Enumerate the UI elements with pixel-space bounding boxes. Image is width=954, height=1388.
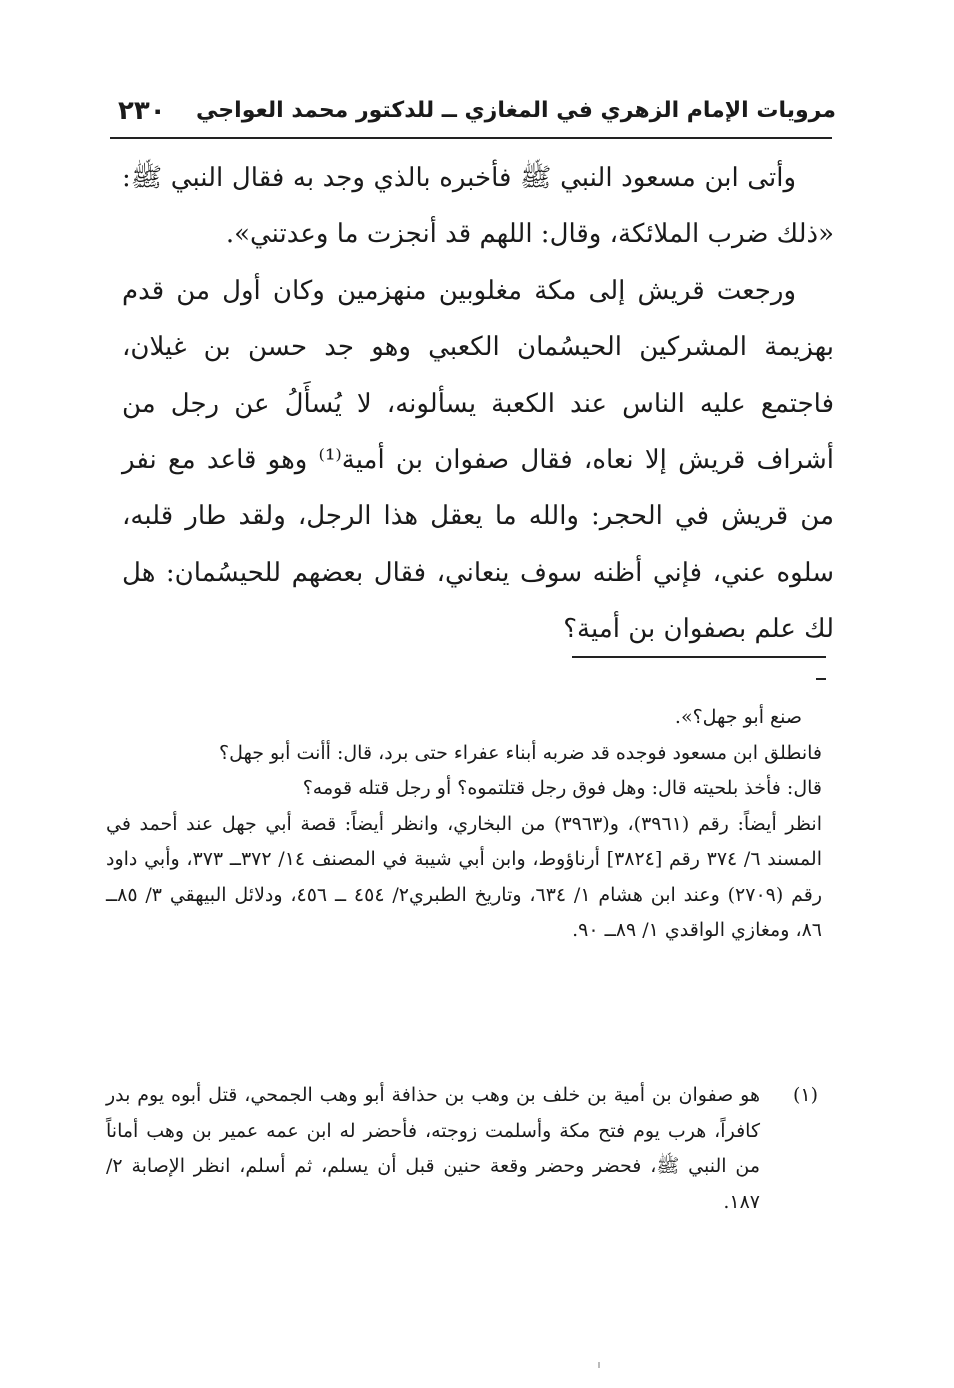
footnote-1 (106, 1078, 822, 1250)
footnote-continuation-line-1: صنع أبو جهل؟». (674, 706, 802, 728)
main-paragraph-2: ورجعت قريش إلى مكة مغلوبين منهزمين وكان أول من قدم بهزيمة المشركين الحيسُمان الكعبي وهو جد حسن بن غيلان، فاجتمع عليه الناس عند الكعبة يسألونه، لا يُسأَلُ عن رجل من أشراف قريش إلا نعاه، فقال صفوان بن أمية⁽¹⁾ وهو قاعد مع نفر من قريش في الحجر: والله ما يعقل هذا الرجل، ولقد طار قلبه، سلوه عني، فإني أظنه سوف ينعاني، فقال بعضهم للحيسُمان: هل لك علم بصفوان بن أمية؟ (122, 275, 835, 645)
footnote-separator (572, 656, 826, 658)
footnote-1-text: هو صفوان بن أمية بن خلف بن وهب بن حذافة أبو وهب الجمحي، قتل أبوه يوم بدر كافراً، هرب يوم فتح مكة وأسلمت زوجته، فأحضر له ابن عمه عمير بن وهب أماناً من النبي ﷺ، فحضر وحضر وقعة حنين قبل أن يسلم، ثم أسلم، انظر الإصابة ٢/ ١٨٧. (106, 1084, 760, 1213)
footnote-1-body (106, 1078, 760, 1220)
footnote-continuation-line-3: قال: فأخذ بلحيته قال: وهل فوق رجل قتلتموه؟ أو رجل قتله قومه؟ (302, 777, 822, 799)
footnote-references: انظر أيضاً: رقم (٣٩٦١)، و(٣٩٦٣) من البخاري، وانظر أيضاً: قصة أبي جهل عند أحمد في المسند ٦/ ٣٧٤ رقم [٣٨٢٤] أرناؤوط، وابن أبي شيبة في المصنف ١٤/ ٣٧٢ــ ٣٧٣، وأبي داود رقم (٢٧٠٩) وعند ابن هشام ١/ ٦٣٤، وتاريخ الطبري٢/ ٤٥٤ ــ ٤٥٦، ودلائل البيهقي ٣/ ٨٥ــ ٨٦، ومغازي الواقدي ١/ ٨٩ــ ٩٠. (106, 812, 822, 941)
running-header-title: مرويات الإمام الزهري في المغازي ــ للدكتور محمد العواجي (196, 98, 836, 123)
footnote-continuation-line-2: فانطلق ابن مسعود فوجده قد ضربه أبناء عفراء حتى برد، قال: أأنت أبو جهل؟ (219, 741, 822, 764)
footnote-1-number: (١) (792, 1084, 818, 1106)
footnote-continuation (106, 700, 822, 949)
footnote-continuation-mark (816, 678, 826, 680)
page-number: ٢٣٠ (118, 96, 166, 126)
main-paragraph-1: وأتى ابن مسعود النبي ﷺ فأخبره بالذي وجد به فقال النبي ﷺ: «ذلك ضرب الملائكة، وقال: اللهم قد أنجزت ما وعدتني». (122, 163, 834, 250)
header-rule (110, 137, 832, 139)
page-speck (598, 1362, 600, 1368)
main-text (122, 150, 834, 658)
